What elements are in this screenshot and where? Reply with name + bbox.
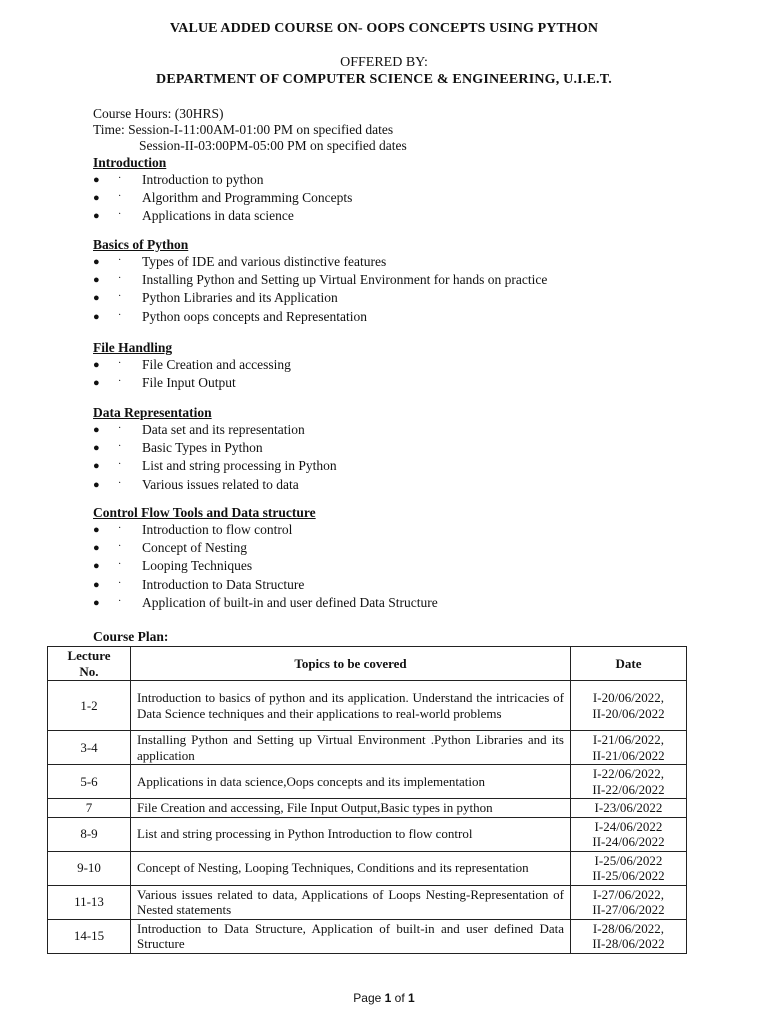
bullet-icon: ● <box>93 274 100 287</box>
section-basics-of-python <box>93 237 548 326</box>
section-heading: Control Flow Tools and Data structure <box>93 505 316 520</box>
list-item: ● · List and string processing in Python <box>93 458 337 474</box>
course-plan-table <box>47 646 687 954</box>
bullet-icon: ● <box>93 460 100 473</box>
list-item: ● · Concept of Nesting <box>93 540 247 556</box>
list-item: ● · Installing Python and Setting up Virtual Environment for hands on practice <box>93 272 548 288</box>
header-date: Date <box>571 647 687 681</box>
table-row: 9-10 Concept of Nesting, Looping Techniques, Conditions and its representation I-25/06/2022 II-25/06/2022 <box>48 851 687 885</box>
table-row: 8-9 List and string processing in Python Introduction to flow control I-24/06/2022 II-24/06/2022 <box>48 817 687 851</box>
list-item: ● · Data set and its representation <box>93 422 305 437</box>
course-plan-label: Course Plan: <box>93 629 169 644</box>
course-info <box>93 106 407 154</box>
bullet-icon: ● <box>93 359 100 371</box>
offered-by: OFFERED BY: <box>340 55 428 70</box>
section-data-representation <box>93 405 337 494</box>
bullet-icon: ● <box>93 424 100 436</box>
list-item: ● · Python Libraries and its Application <box>93 290 338 306</box>
bullet-icon: ● <box>93 256 100 268</box>
course-hours: Course Hours: (30HRS) <box>93 106 224 121</box>
table-row: 3-4 Installing Python and Setting up Virtual Environment .Python Libraries and its application I-21/06/2022, II-21/06/2022 <box>48 731 687 765</box>
section-file-handling <box>93 340 291 392</box>
section-heading: Data Representation <box>93 405 212 420</box>
department-name: DEPARTMENT OF COMPUTER SCIENCE & ENGINEERING, U.I.E.T. <box>156 72 612 87</box>
list-item: ● · Various issues related to data <box>93 476 299 492</box>
list-item: ● · File Input Output <box>93 375 236 391</box>
bullet-icon: ● <box>93 192 100 205</box>
list-item: ● · Looping Techniques <box>93 558 253 574</box>
header-lecture-no: Lecture No. <box>48 647 131 681</box>
list-item: ● · Types of IDE and various distinctive features <box>93 254 387 269</box>
bullet-icon: ● <box>93 478 100 491</box>
section-heading: Basics of Python <box>93 237 189 252</box>
session-time-1: Time: Session-I-11:00AM-01:00 PM on specified dates <box>93 122 394 137</box>
course-title: VALUE ADDED COURSE ON- OOPS CONCEPTS USING PYTHON <box>169 21 599 36</box>
bullet-icon: ● <box>93 560 100 573</box>
section-heading: File Handling <box>93 340 173 355</box>
table-row: 5-6 Applications in data science,Oops concepts and its implementation I-22/06/2022, II-22/06/2022 <box>48 765 687 799</box>
list-item: ● · Applications in data science <box>93 208 294 224</box>
list-item: ● · Introduction to Data Structure <box>93 576 305 592</box>
table-row: 1-2 Introduction to basics of python and its application. Understand the intricacies of Data Science techniques and their applications to real-world problems I-20/06/2022, II-20/06/2022 <box>48 681 687 731</box>
header-topics: Topics to be covered <box>131 647 571 681</box>
bullet-icon: ● <box>93 542 100 555</box>
bullet-icon: ● <box>93 578 100 591</box>
bullet-icon: ● <box>93 524 100 536</box>
bullet-icon: ● <box>93 310 100 323</box>
table-row: 7 File Creation and accessing, File Input Output,Basic types in python I-23/06/2022 <box>48 799 687 818</box>
section-control-flow <box>93 505 438 612</box>
table-row: 14-15 Introduction to Data Structure, Application of built-in and user defined Data Structure I-28/06/2022, II-28/06/2022 <box>48 919 687 953</box>
page-footer: Page 1 of 1 <box>353 991 415 1005</box>
bullet-icon: ● <box>93 210 100 223</box>
list-item: ● · Application of built-in and user defined Data Structure <box>93 594 438 610</box>
list-item: ● · Basic Types in Python <box>93 440 263 456</box>
bullet-icon: ● <box>93 174 100 186</box>
bullet-icon: ● <box>93 292 100 305</box>
section-introduction <box>93 155 353 226</box>
list-item: ● · Python oops concepts and Representation <box>93 308 367 324</box>
bullet-icon: ● <box>93 596 100 609</box>
list-item: ● · Introduction to flow control <box>93 522 293 537</box>
section-heading: Introduction <box>93 155 167 170</box>
bullet-icon: ● <box>93 377 100 390</box>
table-header-row <box>48 647 687 681</box>
table-row: 11-13 Various issues related to data, Applications of Loops Nesting-Representation of Nested statements I-27/06/2022, II-27/06/2022 <box>48 885 687 919</box>
session-time-2: Session-II-03:00PM-05:00 PM on specified dates <box>139 138 407 153</box>
list-item: ● · Introduction to python <box>93 172 264 187</box>
bullet-icon: ● <box>93 442 100 455</box>
list-item: ● · File Creation and accessing <box>93 357 291 372</box>
list-item: ● · Algorithm and Programming Concepts <box>93 190 353 206</box>
